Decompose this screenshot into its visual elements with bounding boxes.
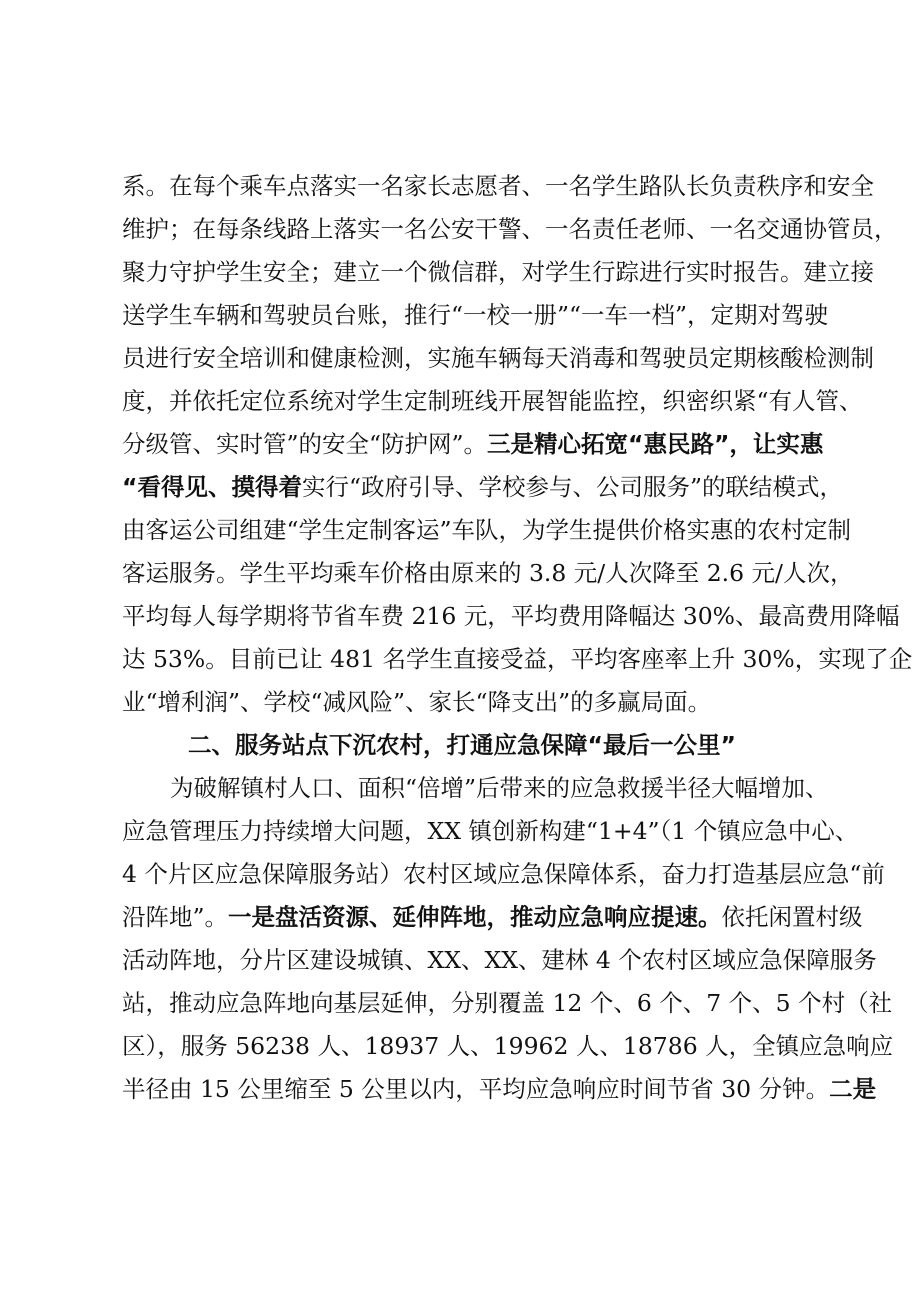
- paragraph-line: [122, 428, 824, 460]
- paragraph-line: 站，推动应急阵地向基层延伸，分别覆盖 12 个、6 个、7 个、5 个村（社: [122, 989, 893, 1017]
- paragraph-line: [122, 901, 863, 933]
- plain-text: 依托闲置村级: [721, 903, 863, 931]
- paragraph-line: 由客运公司组建“学生定制客运”车队，为学生提供价格实惠的农村定制: [122, 516, 852, 544]
- bold-lead-text: “看得见、摸得着: [122, 473, 302, 501]
- paragraph-line: 员进行安全培训和健康检测，实施车辆每天消毒和驾驶员定期核酸检测制: [122, 344, 874, 372]
- paragraph-line: 业“增利润”、学校“减风险”、家长“降支出”的多赢局面。: [122, 688, 712, 716]
- bold-lead-text: 二是: [829, 1075, 877, 1103]
- paragraph-line: 应急管理压力持续增大问题，XX 镇创新构建“1+4”（1 个镇应急中心、: [122, 817, 859, 845]
- plain-text: 分级管、实时管”的安全“防护网”。: [122, 430, 488, 458]
- paragraph-line: 系。在每个乘车点落实一名家长志愿者、一名学生路队长负责秩序和安全: [122, 172, 874, 200]
- paragraph-line: 活动阵地，分片区建设城镇、XX、XX、建林 4 个农村区域应急保障服务: [122, 946, 877, 974]
- paragraph-line: 度，并依托定位系统对学生定制班线开展智能监控，织密织紧“有人管、: [122, 387, 863, 415]
- section-heading: 二、服务站点下沉农村，打通应急保障“最后一公里”: [188, 731, 736, 759]
- bold-lead-text: 三是精心拓宽“惠民路”，让实惠: [487, 430, 824, 458]
- paragraph-line: 聚力守护学生安全；建立一个微信群，对学生行踪进行实时报告。建立接: [122, 258, 874, 286]
- plain-text: 实行“政府引导、学校参与、公司服务”的联结模式，: [301, 473, 843, 501]
- paragraph-line: [122, 471, 843, 503]
- plain-text: 沿阵地”。: [122, 903, 229, 931]
- paragraph-line: 送学生车辆和驾驶员台账，推行“一校一册”“一车一档”，定期对驾驶: [122, 301, 829, 329]
- plain-text: 半径由 15 公里缩至 5 公里以内，平均应急响应时间节省 30 分钟。: [122, 1075, 830, 1103]
- paragraph-line: 维护；在每条线路上落实一名公安干警、一名责任老师、一名交通协管员，: [122, 215, 898, 243]
- paragraph-line: [122, 1073, 877, 1105]
- bold-lead-text: 一是盘活资源、延伸阵地，推动应急响应提速。: [228, 903, 722, 931]
- paragraph-line: 为破解镇村人口、面积“倍增”后带来的应急救援半径大幅增加、: [170, 774, 829, 802]
- paragraph-line: 平均每人每学期将节省车费 216 元，平均费用降幅达 30%、最高费用降幅: [122, 602, 900, 630]
- paragraph-line: 区），服务 56238 人、18937 人、19962 人、18786 人，全镇应急响应: [122, 1032, 894, 1060]
- paragraph-line: 客运服务。学生平均乘车价格由原来的 3.8 元/人次降至 2.6 元/人次，: [122, 559, 854, 587]
- paragraph-line: 4 个片区应急保障服务站）农村区域应急保障体系，奋力打造基层应急“前: [122, 860, 885, 888]
- paragraph-line: 达 53%。目前已让 481 名学生直接受益，平均客座率上升 30%，实现了企: [122, 645, 913, 673]
